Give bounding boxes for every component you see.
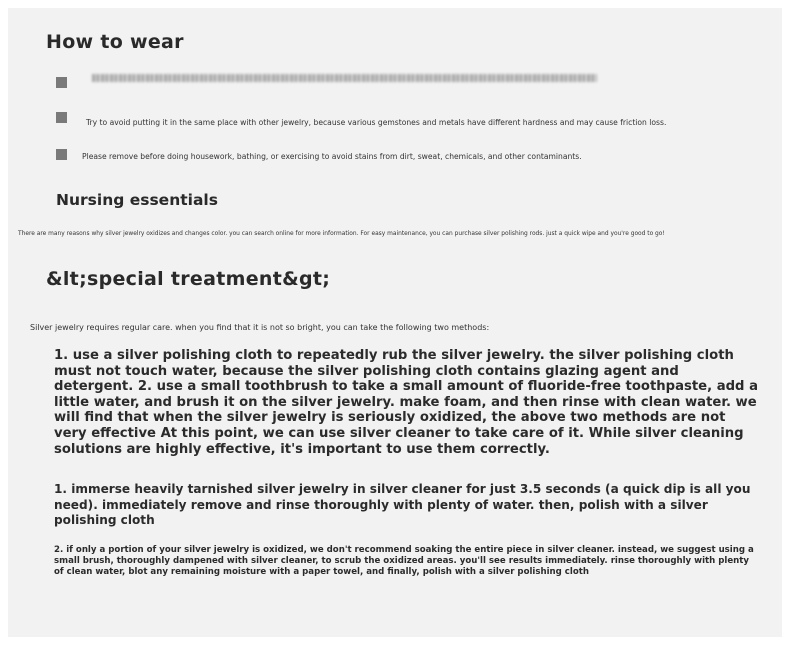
bullet-square-icon: [56, 149, 67, 160]
how-to-wear-heading: How to wear: [46, 31, 184, 53]
nursing-essentials-heading: Nursing essentials: [56, 191, 218, 209]
special-paragraph-2: 1. immerse heavily tarnished silver jewelry in silver cleaner for just 3.5 seconds (a quick dip is all you need). immediately remove and rinse thoroughly with plenty of water. then, polish with a silver polishing cloth: [54, 482, 751, 528]
wear-bullet-3: Please remove before doing housework, bathing, or exercising to avoid stains from dirt, sweat, chemicals, and other contaminants.: [82, 152, 582, 161]
special-paragraph-3: 2. if only a portion of your silver jewelry is oxidized, we don't recommend soaking the entire piece in silver cleaner. instead, we suggest using a small brush, thoroughly dampened with silver cleaner, to scrub the oxidized areas. you'll see results immediately. rinse thoroughly with plenty of clean water, blot any remaining moisture with a paper towel, and finally, polish with a silver polishing cloth: [54, 545, 754, 577]
special-treatment-heading: &lt;special treatment&gt;: [46, 268, 331, 290]
wear-bullet-2: Try to avoid putting it in the same place with other jewelry, because various gemstones and metals have different hardness and may cause friction loss.: [86, 118, 667, 127]
nursing-text: There are many reasons why silver jewelry oxidizes and changes color. you can search online for more information. For easy maintenance, you can purchase silver polishing rods. just a quick wipe and you're good to go!: [18, 231, 665, 237]
special-paragraph-1: 1. use a silver polishing cloth to repeatedly rub the silver jewelry. the silver polishing cloth must not touch water, because the silver polishing cloth contains glazing agent and detergent. 2. use a small toothbrush to take a small amount of fluoride-free toothpaste, add a little water, and brush it on the silver jewelry. make foam, and then rinse with clean water. we will find that when the silver jewelry is seriously oxidized, the above two methods are not very effective At this point, we can use silver cleaner to take care of it. While silver cleaning solutions are highly effective, it's important to use them correctly.: [54, 348, 758, 457]
bullet-square-icon: [56, 77, 67, 88]
bullet-square-icon: [56, 112, 67, 123]
special-intro: Silver jewelry requires regular care. when you find that it is not so bright, you can take the following two methods:: [30, 323, 490, 332]
blurred-text-line: [92, 74, 597, 82]
